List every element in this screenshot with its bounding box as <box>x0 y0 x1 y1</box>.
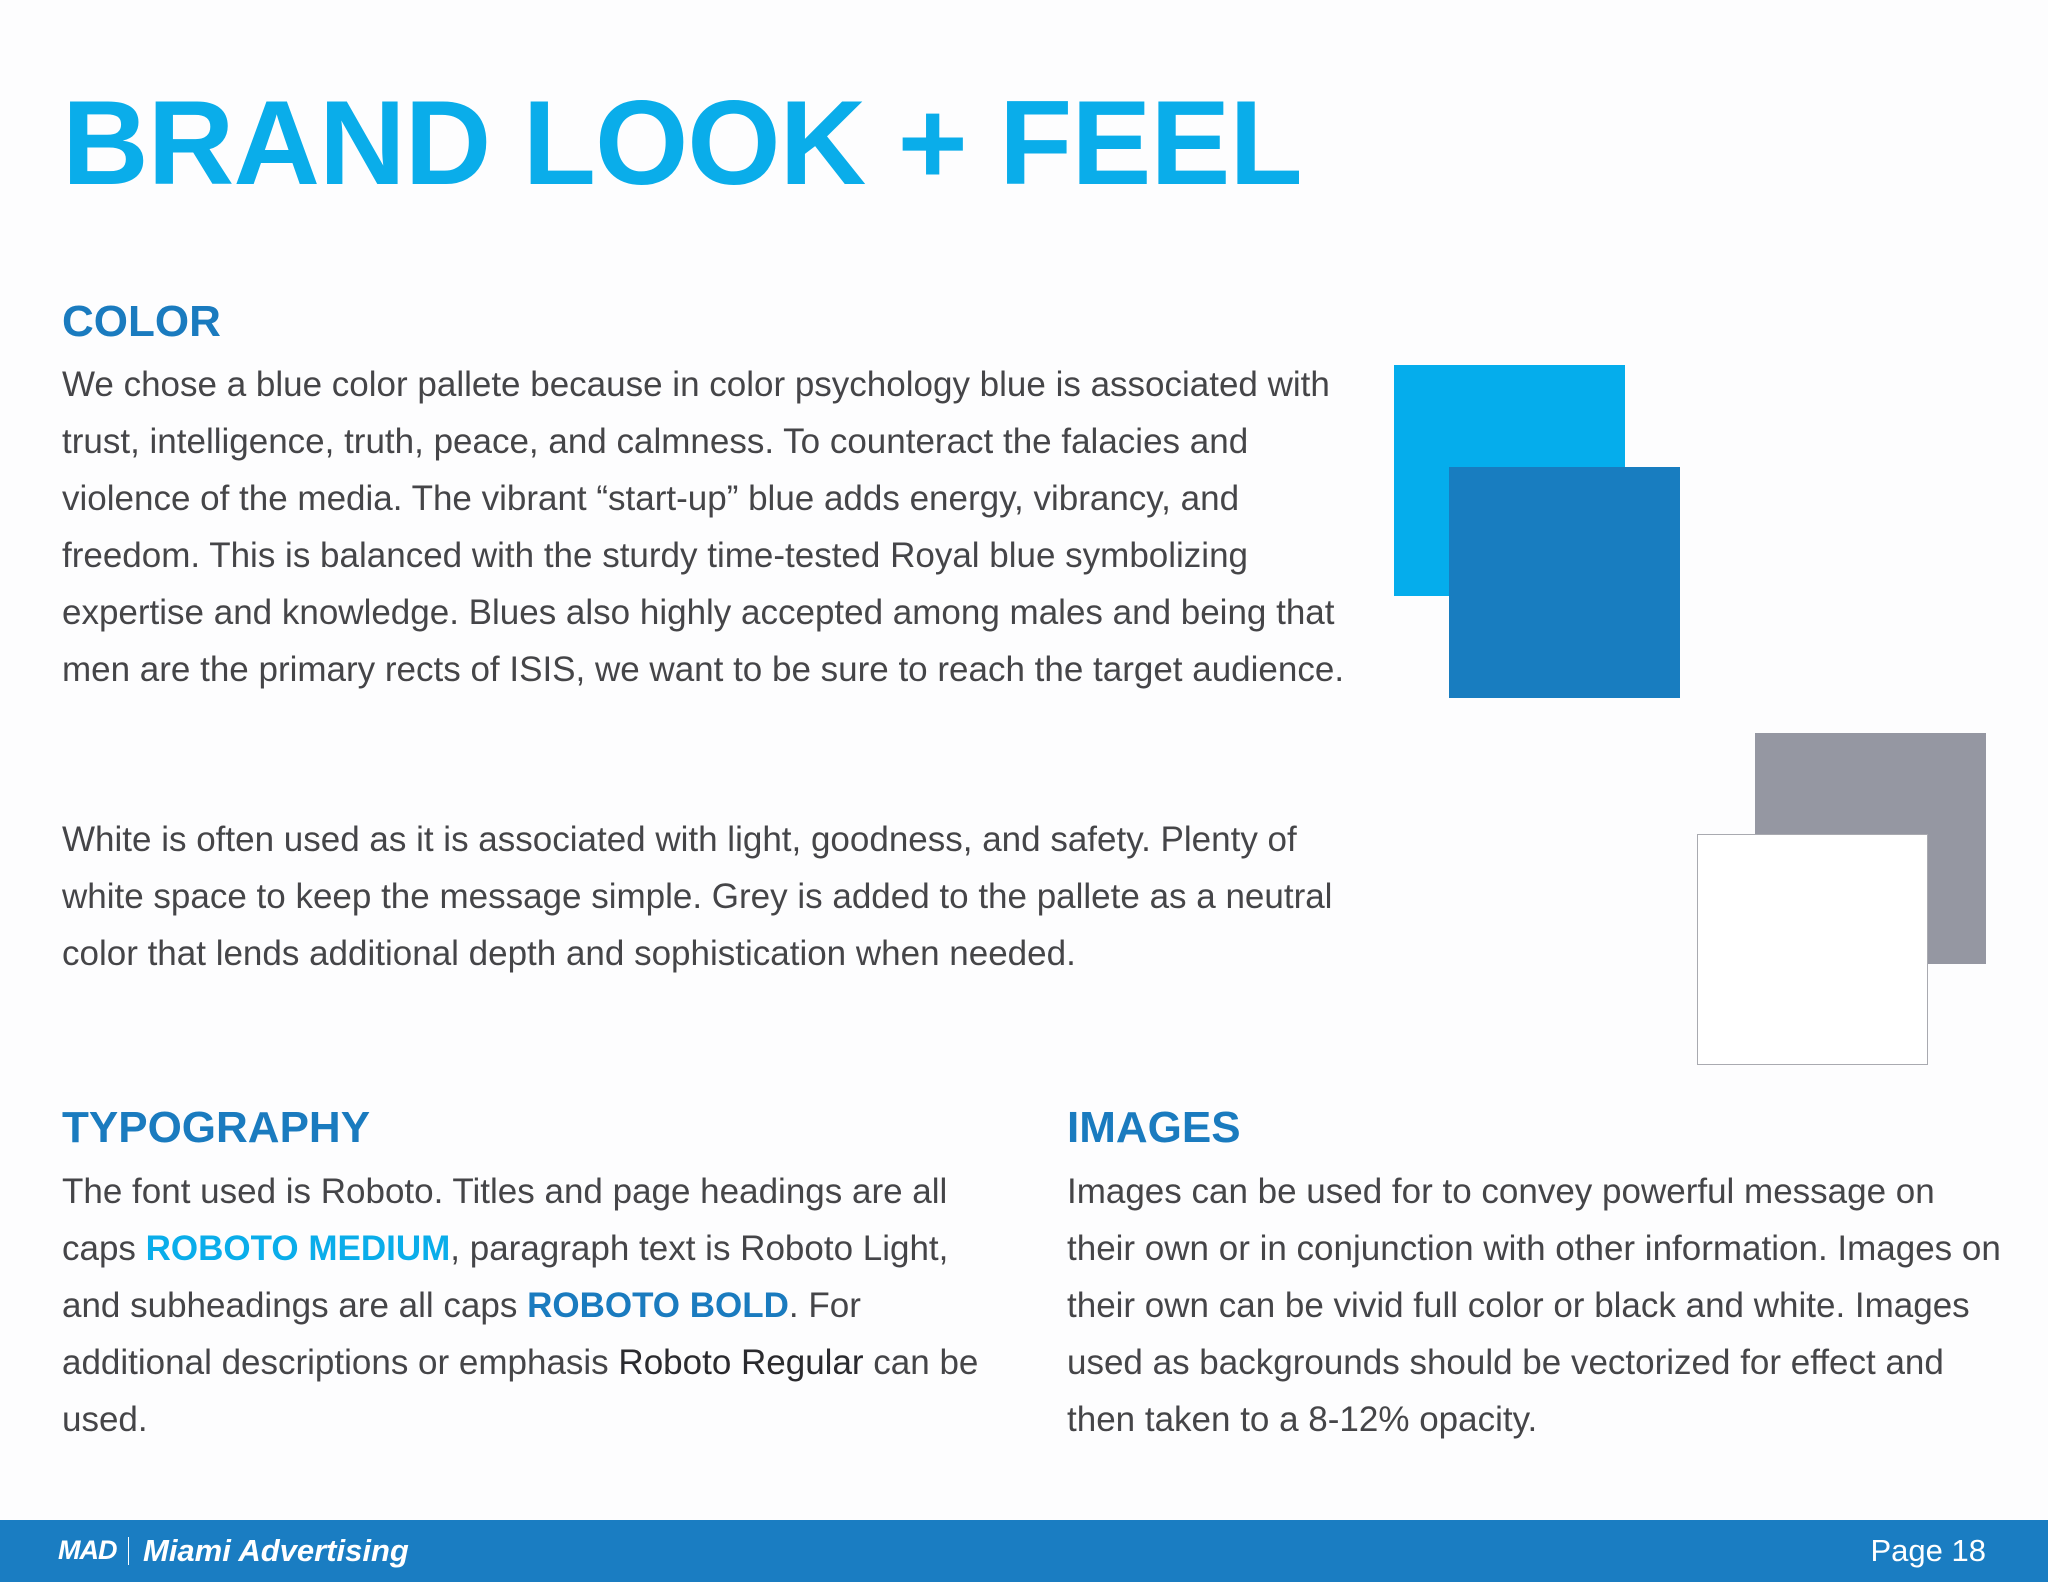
typography-text-3: . For additional descriptions or emphasis <box>62 1286 861 1382</box>
mad-logo: MAD <box>58 1535 117 1565</box>
footer-brand-name: Miami Advertising <box>143 1533 409 1568</box>
typography-text-4: can be used. <box>62 1343 979 1439</box>
typography-text-2: , paragraph text is Roboto Light, and subheadings are all caps <box>62 1229 949 1325</box>
roboto-regular-emphasis: Roboto Regular <box>618 1343 864 1382</box>
royal-blue-swatch <box>1449 467 1680 698</box>
page-number: Page 18 <box>1870 1533 1986 1568</box>
typography-heading: TYPOGRAPHY <box>62 1103 371 1152</box>
roboto-medium-emphasis: ROBOTO MEDIUM <box>145 1229 451 1268</box>
typography-paragraph <box>62 1163 1002 1448</box>
color-paragraph-2: White is often used as it is associated with light, goodness, and safety. Plenty of white space to keep the message simple. Grey is added to the pallete as a neutral color that lends additional depth and sophistication when needed. <box>62 820 1333 973</box>
white-swatch <box>1697 834 1928 1065</box>
typography-text-1: The font used is Roboto. Titles and page headings are all caps <box>62 1172 948 1268</box>
images-paragraph: Images can be used for to convey powerful message on their own or in conjunction with other information. Images on their own can be vivid full color or black and white. Images used as backgrounds should be vectorized for effect and then taken to a 8-12% opacity. <box>1067 1172 2001 1439</box>
color-heading: COLOR <box>62 297 221 346</box>
images-heading: IMAGES <box>1067 1103 1241 1152</box>
page-title: BRAND LOOK + FEEL <box>62 76 1302 210</box>
footer-divider <box>128 1537 129 1565</box>
roboto-bold-emphasis: ROBOTO BOLD <box>527 1286 789 1325</box>
color-paragraph-1: We chose a blue color pallete because in color psychology blue is associated with trust, intelligence, truth, peace, and calmness. To counteract the falacies and violence of the media. The vibrant “start-up” blue adds energy, vibrancy, and freedom. This is balanced with the sturdy time-tested Royal blue symbolizing expertise and knowledge. Blues also highly accepted among males and being that men are the primary rects of ISIS, we want to be sure to reach the target audience. <box>62 365 1345 689</box>
footer-bar <box>0 1520 2048 1582</box>
